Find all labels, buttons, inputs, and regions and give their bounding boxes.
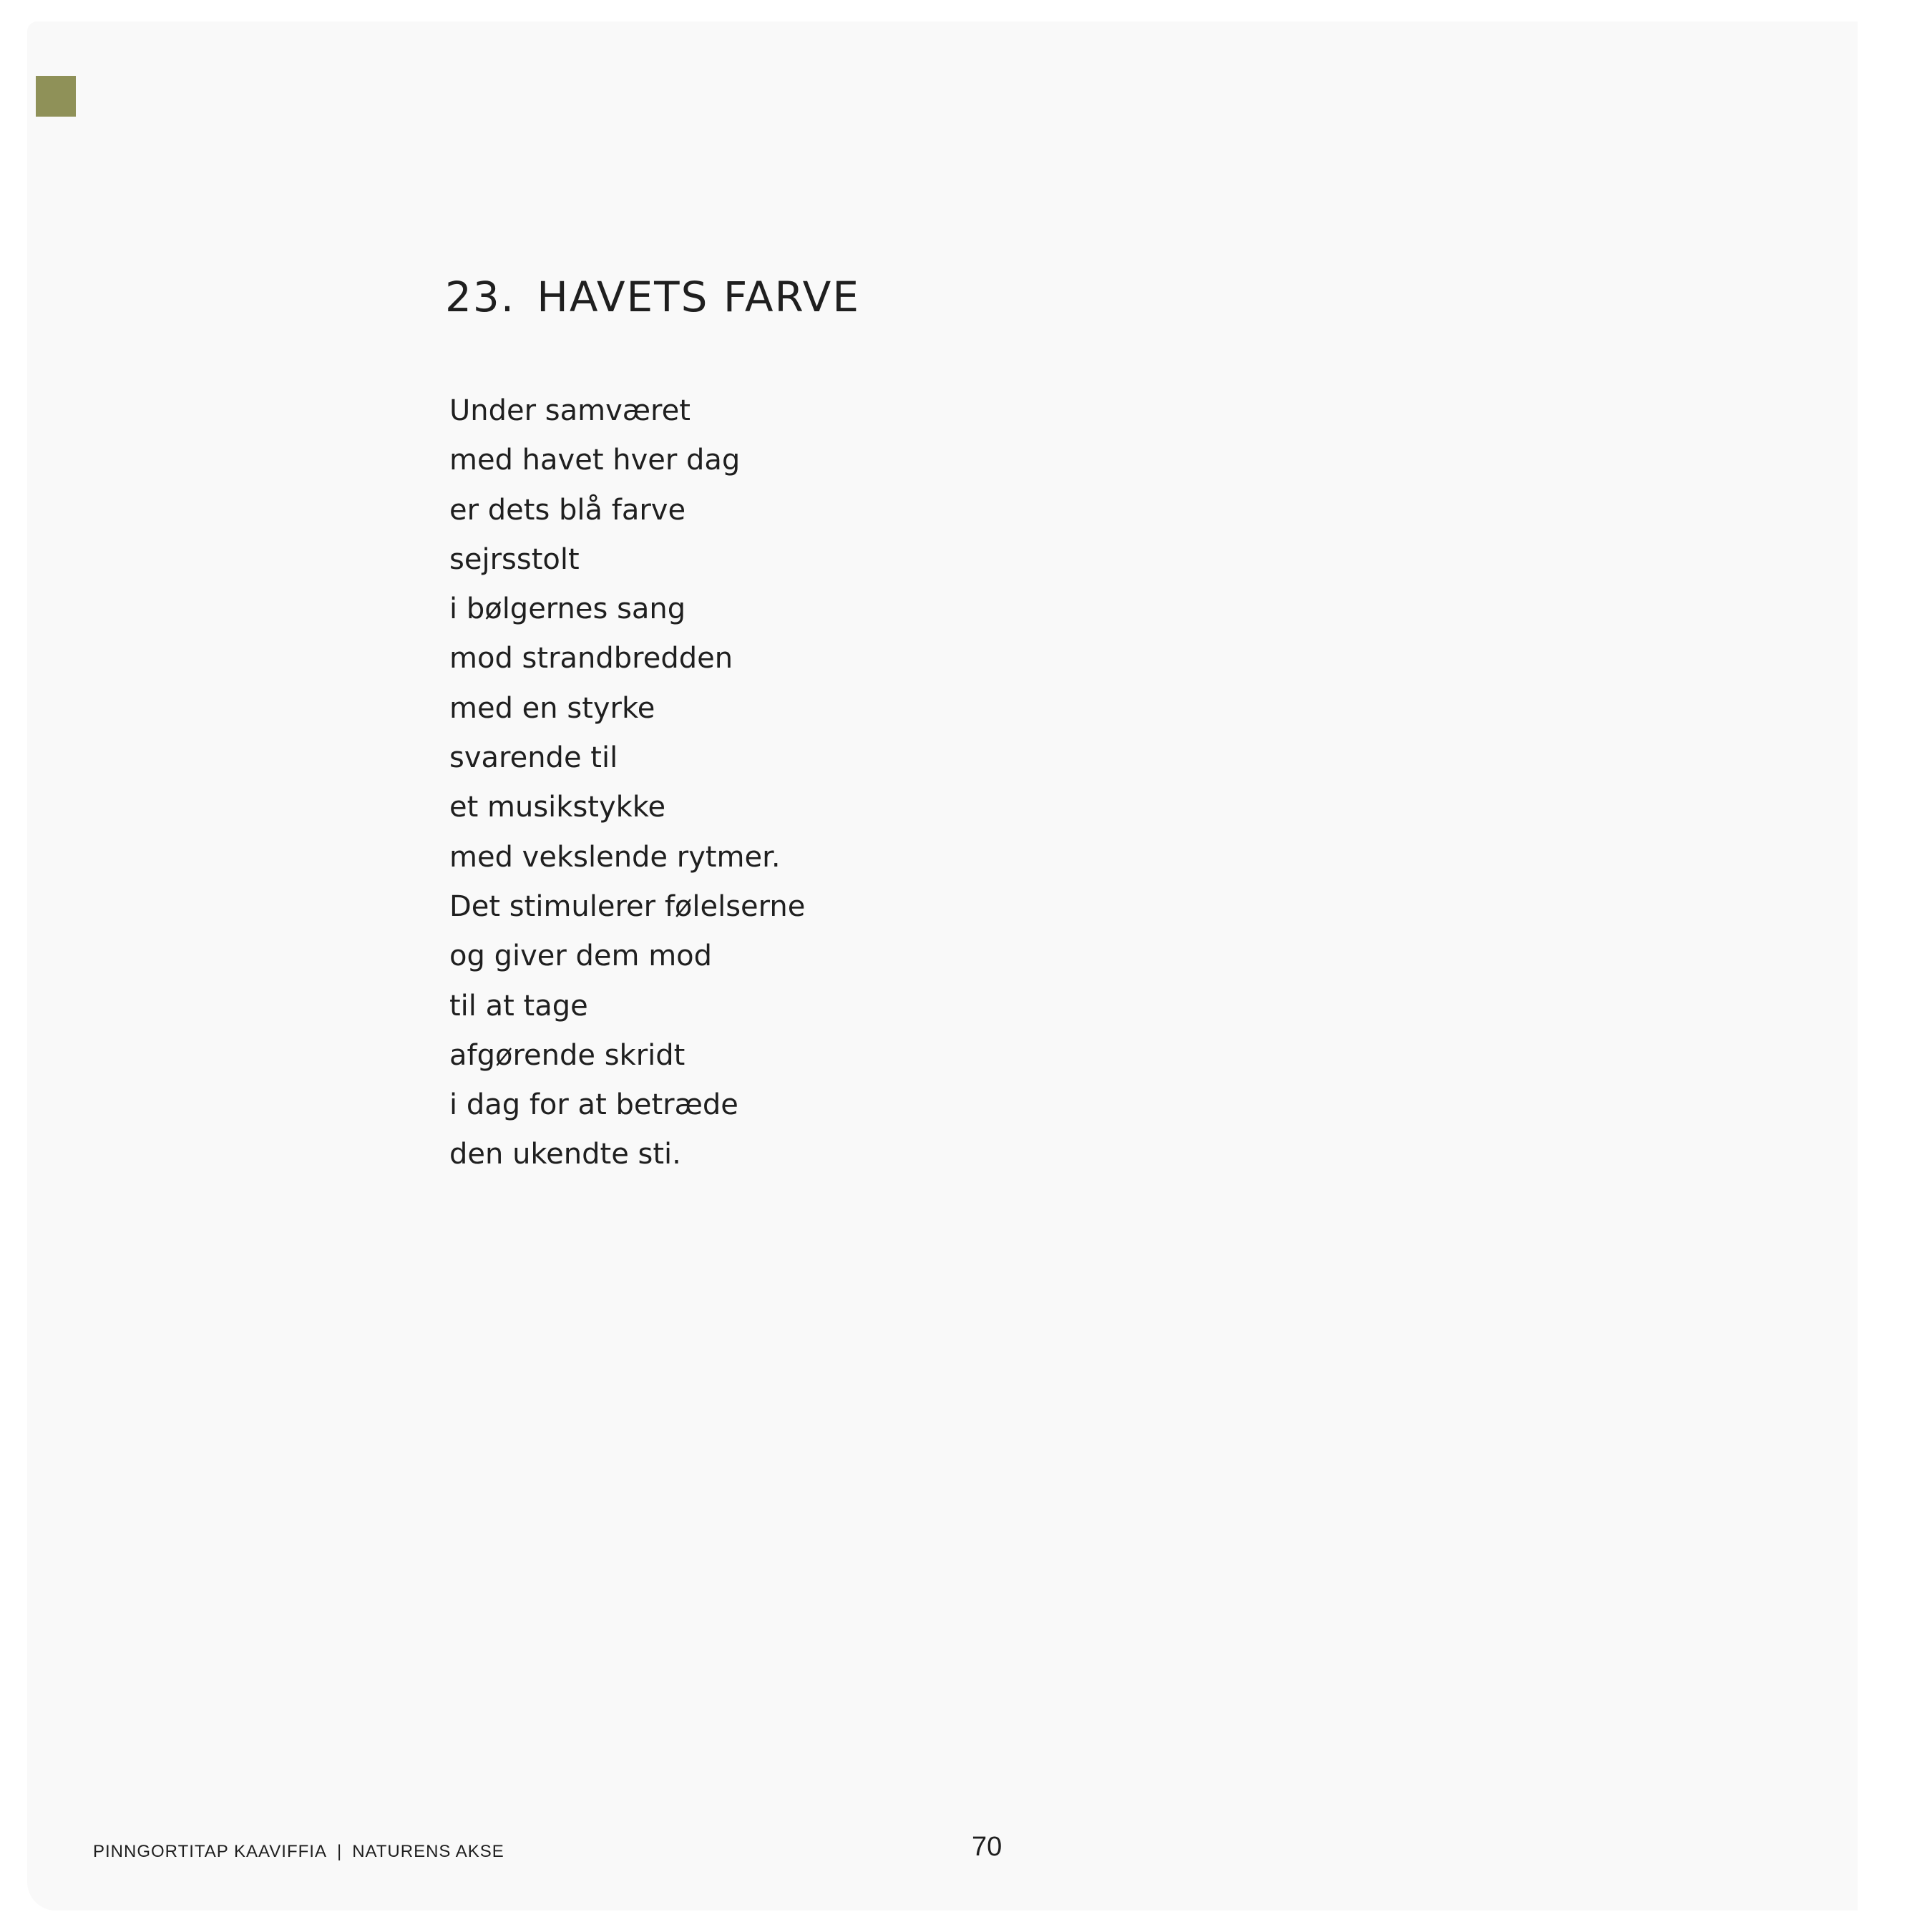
poem-line: til at tage bbox=[449, 989, 588, 1023]
poem-line: i dag for at betræde bbox=[449, 1088, 738, 1122]
poem-line: er dets blå farve bbox=[449, 493, 686, 527]
paper-sheet bbox=[27, 21, 1858, 1911]
poem-line: sejrsstolt bbox=[449, 542, 580, 576]
footer-book-title-da: NATURENS AKSE bbox=[352, 1842, 504, 1861]
poem-line: med havet hver dag bbox=[449, 444, 741, 477]
page-number: 70 bbox=[972, 1832, 1002, 1862]
poem-number: 23. bbox=[445, 273, 516, 321]
footer-separator: | bbox=[336, 1842, 343, 1861]
poem-heading bbox=[445, 273, 860, 321]
poem-line: Under samværet bbox=[449, 394, 691, 427]
poem-line: svarende til bbox=[449, 741, 618, 775]
poem-line: mod strandbredden bbox=[449, 642, 733, 675]
poem-line: et musikstykke bbox=[449, 791, 666, 824]
running-footer bbox=[93, 1842, 504, 1862]
poem-line: afgørende skridt bbox=[449, 1038, 686, 1072]
poem-line: Det stimulerer følelserne bbox=[449, 889, 806, 923]
poem-title: HAVETS FARVE bbox=[537, 273, 860, 321]
poem-line: med en styrke bbox=[449, 691, 655, 725]
poem-line: og giver dem mod bbox=[449, 940, 713, 973]
poem-line: den ukendte sti. bbox=[449, 1138, 681, 1171]
poem-line: i bølgernes sang bbox=[449, 592, 686, 626]
poem-body bbox=[449, 386, 805, 1180]
poem-line: med vekslende rytmer. bbox=[449, 840, 781, 874]
accent-square bbox=[36, 76, 76, 117]
footer-book-title-kl: PINNGORTITAP KAAVIFFIA bbox=[93, 1842, 327, 1861]
